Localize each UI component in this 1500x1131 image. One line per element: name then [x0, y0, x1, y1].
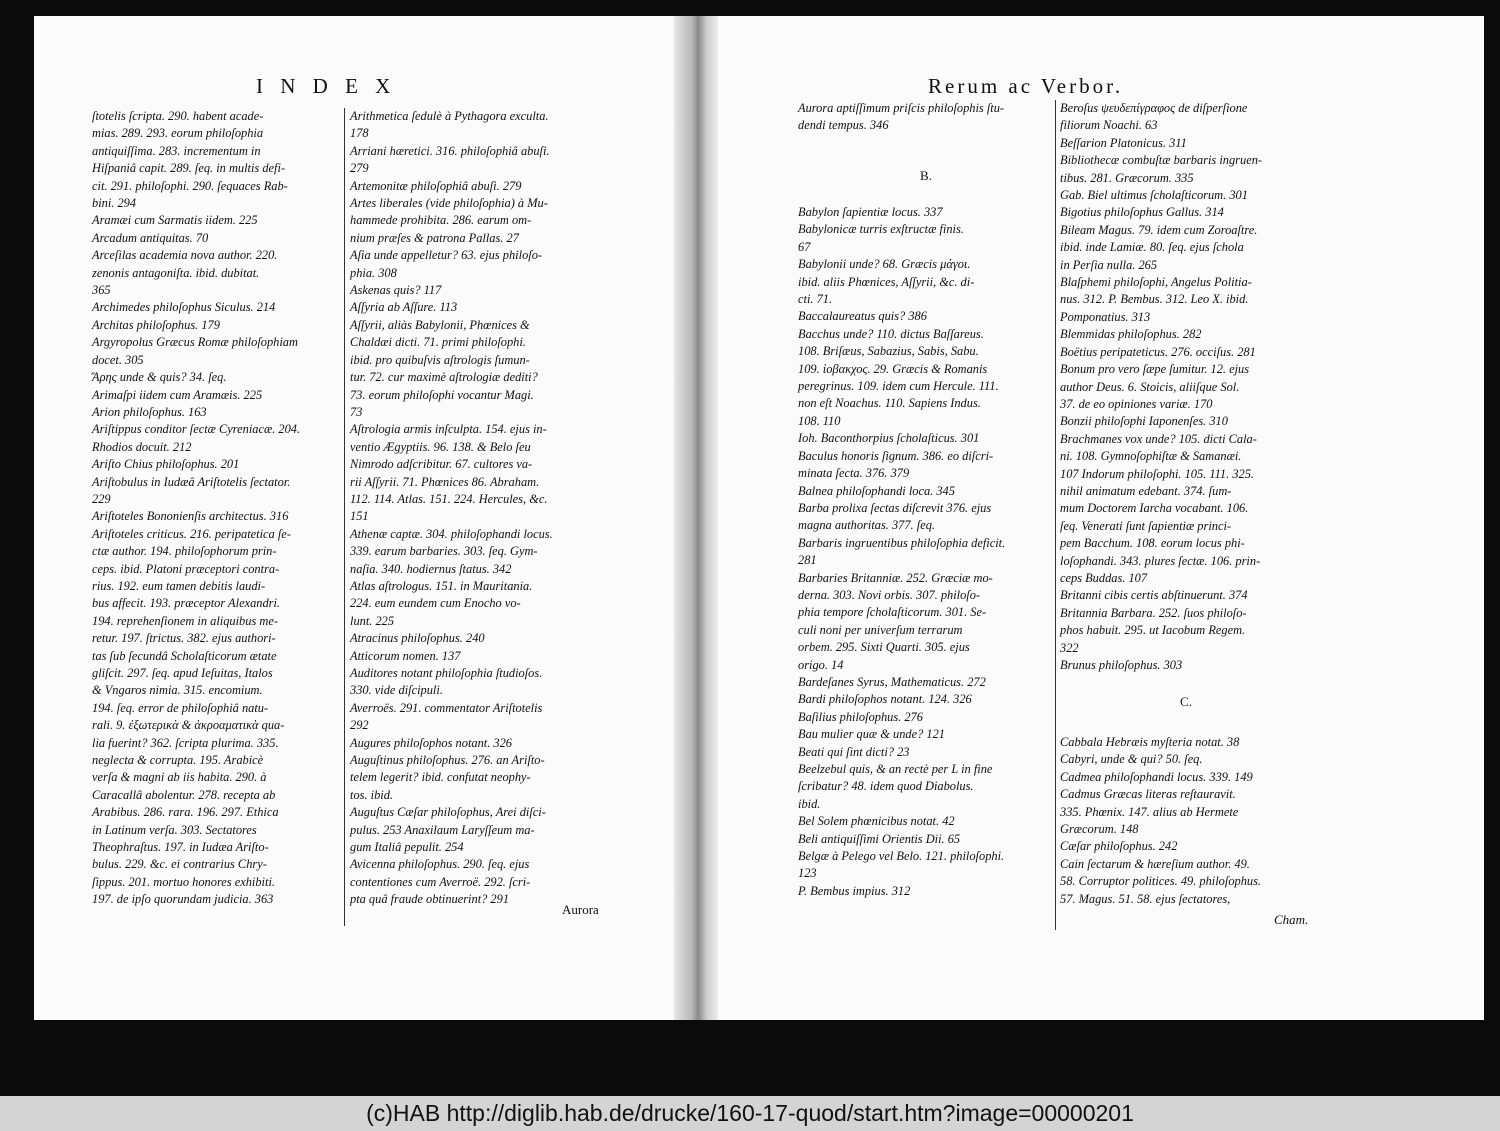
- scan-border-right: [1484, 0, 1500, 1096]
- book-gutter: [674, 16, 718, 1020]
- column-rule: [344, 108, 345, 926]
- scan-border-top: [0, 0, 1500, 16]
- catchword-right: Cham.: [1274, 912, 1309, 927]
- index-entries-aurora: Aurora aptiſſimum priſcis philoſophis ſtu- dendi tempus. 346: [798, 101, 1005, 133]
- column-rule-right: [1055, 100, 1056, 930]
- right-column-2-c: [1060, 734, 1318, 908]
- section-letter-b: B.: [920, 168, 932, 183]
- right-column-2: [1060, 100, 1318, 674]
- scan-border-left: [0, 0, 34, 1096]
- left-running-head: I N D E X: [256, 74, 397, 98]
- section-letter-c: C.: [1180, 694, 1192, 709]
- scan-border-bottom: [0, 1020, 1500, 1096]
- index-entries-right-col2: Beroſus ψευδεπίγραφος de diſperſione filiorum Noachi. 63 Beſſarion Platonicus. 311 Bibliothecæ combuſtæ barbaris ingruen- tibus. 281. Græcorum. 335 Gab. Biel ultimus ſcholaſticorum. 301 Bigotius philoſophus Gallus. 314 Bileam Magus. 79. idem cum Zoroaſtre. ibid. inde Lamiæ. 80. ſeq. ejus ſchola in Perſia nulla. 265 Blaſphemi philoſophi, Angelus Politia- nus. 312. P. Bembus. 312. Leo X. ibid. Pomponatius. 313 Blemmidas philoſophus. 282 Boëtius peripateticus. 276. occiſus. 281 Bonum pro vero ſæpe ſumitur. 12. ejus author Deus. 6. Stoicis, aliiſque Sol. 37. de eo opiniones variæ. 170 Bonzii philoſophi Iaponenſes. 310 Brachmanes vox unde? 105. dicti Cala- ni. 108. Gymnoſophiſtæ & Samanæi. 107 Indorum philoſophi. 105. 111. 325. nihil animatum edebant. 374. ſum- mum Doctorem Iarcha vocabant. 106. ſeq. Venerati ſunt ſapientiæ princi- pem Bacchum. 108. eorum locus phi- loſophandi. 343. plures ſectæ. 106. prin- ceps Buddas. 107 Britanni cibis certis abſtinuerunt. 374 Britannia Barbara. 252. ſuos philoſo- phos habuit. 295. ut Iacobum Regem. 322 Brunus philoſophus. 303: [1060, 101, 1263, 672]
- copyright-footer: (c)HAB http://diglib.hab.de/drucke/160-17-quod/start.htm?image=00000201: [0, 1096, 1500, 1131]
- left-column-2: [350, 108, 616, 909]
- catchword-left: Aurora: [562, 902, 599, 917]
- right-page: [718, 16, 1484, 1020]
- right-column-1: [798, 100, 1050, 135]
- left-column-1: [92, 108, 350, 909]
- right-column-1-b: [798, 204, 1050, 900]
- right-running-head: Rerum ac Verbor.: [928, 74, 1124, 98]
- index-entries-right-col1: Babylon ſapientiæ locus. 337 Babylonicæ turris exſtructæ finis. 67 Babylonii unde? 68. Græcis μάγοι. ibid. aliis Phœnices, Aſſyrii, &c. di- cti. 71. Baccalaureatus quis? 386 Bacchus unde? 110. dictus Baſſareus. 108. Briſæus, Sabazius, Sabis, Sabu. 109. ἰοβακχος. 29. Græcis & Romanis peregrinus. 109. idem cum Hercule. 111. non eſt Noachus. 110. Sapiens Indus. 108. 110 Ioh. Baconthorpius ſcholaſticus. 301 Baculus honoris ſignum. 386. eo diſcri- minata ſecta. 376. 379 Balnea philoſophandi loca. 345 Barba prolixa ſectas diſcrevit 376. ejus magna authoritas. 377. ſeq. Barbaris ingruentibus philoſophia deficit. 281 Barbaries Britanniæ. 252. Græciæ mo- derna. 303. Novi orbis. 307. philoſo- phia tempore ſcholaſticorum. 301. Se- culi noni per univerſum terrarum orbem. 295. Sixti Quarti. 305. ejus origo. 14 Bardeſanes Syrus, Mathematicus. 272 Bardi philoſophos notant. 124. 326 Baſilius philoſophus. 276 Bau mulier quæ & unde? 121 Beati qui ſint dicti? 23 Beelzebul quis, & an rectè per L in fine ſcribatur? 48. idem quod Diabolus. ibid. Bel Solem phœnicibus notat. 42 Beli antiquiſſimi Orientis Dii. 65 Belgæ à Pelego vel Belo. 121. philoſophi. 123 P. Bembus impius. 312: [798, 205, 1006, 898]
- index-entries-left-col1: ſtotelis ſcripta. 290. habent acade- mias. 289. 293. eorum philoſophia antiquiſſima. 283. incrementum in Hiſpaniâ capit. 289. ſeq. in multis defi- cit. 291. philoſophi. 290. ſequaces Rab- bini. 294 Aramæi cum Sarmatis iidem. 225 Arcadum antiquitas. 70 Arceſilas academia nova author. 220. zenonis antagoniſta. ibid. dubitat. 365 Archimedes philoſophus Siculus. 214 Architas philoſophus. 179 Argyropolus Græcus Romæ philoſophiam docet. 305 Ἄρης unde & quis? 34. ſeq. Arimaſpi iidem cum Aramæis. 225 Arion philoſophus. 163 Ariſtippus conditor ſectæ Cyreniacæ. 204. Rhodios docuit. 212 Ariſto Chius philoſophus. 201 Ariſtobulus in Iudæâ Ariſtotelis ſectator. 229 Ariſtoteles Bononienſis architectus. 316 Ariſtoteles criticus. 216. peripatetica ſe- ctæ author. 194. philoſophorum prin- ceps. ibid. Platoni præceptori contra- rius. 192. eum tamen debitis laudi- bus affecit. 193. præceptor Alexandri. 194. reprehenſionem in aliquibus me- retur. 197. ſtrictus. 382. ejus authori- tas ſub ſecundâ Scholaſticorum ætate gliſcit. 297. ſeq. apud Ieſuitas, Italos & Vngaros nimia. 315. encomium. 194. ſeq. error de philoſophiâ natu- rali. 9. ἐξωτερικὰ & ἀκροαματικὰ qua- lia fuerint? 362. ſcripta plurima. 335. neglecta & corrupta. 195. Arabicè verſa & magni ab iis habita. 290. à Caracallâ abolentur. 278. recepta ab Arabibus. 286. rara. 196. 297. Ethica in Latinum verſa. 303. Sectatores Theophraſtus. 197. in Iudæa Ariſto- bulus. 229. &c. ei contrarius Chry- ſippus. 201. mortuo honores exhibiti. 197. de ipſo quorundam judicia. 363: [92, 109, 301, 907]
- index-entries-c: Cabbala Hebræis myſteria notat. 38 Cabyri, unde & qui? 50. ſeq. Cadmea philoſophandi locus. 339. 149 Cadmus Græcas literas reſtauravit. 335. Phœnix. 147. alius ab Hermete Græcorum. 148 Cæſar philoſophus. 242 Cain ſectarum & hæreſium author. 49. 58. Corruptor politices. 49. philoſophus. 57. Magus. 51. 58. ejus ſectatores,: [1060, 735, 1262, 906]
- left-page: [34, 16, 674, 1020]
- index-entries-left-col2: Arithmetica ſedulè à Pythagora exculta. 178 Arriani hæretici. 316. philoſophiâ abuſi. 279 Artemonitæ philoſophiâ abuſi. 279 Artes liberales (vide philoſophia) à Mu- hammede prohibita. 286. earum om- nium præſes & patrona Pallas. 27 Aſia unde appelletur? 63. ejus philoſo- phia. 308 Askenas quis? 117 Aſſyria ab Aſſure. 113 Aſſyrii, aliàs Babylonii, Phœnices & Chaldæi dicti. 71. primi philoſophi. ibid. pro quibuſvis aſtrologis ſumun- tur. 72. cur maximè aſtrologiæ dediti? 73. eorum philoſophi vocantur Magi. 73 Aſtrologia armis inſculpta. 154. ejus in- ventio Ægyptiis. 96. 138. & Belo ſeu Nimrodo adſcribitur. 67. cultores va- rii Aſſyrii. 71. Phœnices 86. Abraham. 112. 114. Atlas. 151. 224. Hercules, &c. 151 Athenæ captæ. 304. philoſophandi locus. 339. earum barbaries. 303. ſeq. Gym- naſia. 340. hodiernus ſtatus. 342 Atlas aſtrologus. 151. in Mauritania. 224. eum eundem cum Enocho vo- lunt. 225 Atracinus philoſophus. 240 Atticorum nomen. 137 Auditores notant philoſophia ſtudioſos. 330. vide diſcipuli. Averroës. 291. commentator Ariſtotelis 292 Augures philoſophos notant. 326 Auguſtinus philoſophus. 276. an Ariſto- telem legerit? ibid. confutat neophy- tos. ibid. Auguſtus Cæſar philoſophus, Arei diſci- pulus. 253 Anaxilaum Laryſſeum ma- gum Italiâ pepulit. 254 Avicenna philoſophus. 290. ſeq. ejus contentiones cum Averroë. 292. ſcri- pta quâ fraude obtinuerint? 291: [350, 109, 553, 907]
